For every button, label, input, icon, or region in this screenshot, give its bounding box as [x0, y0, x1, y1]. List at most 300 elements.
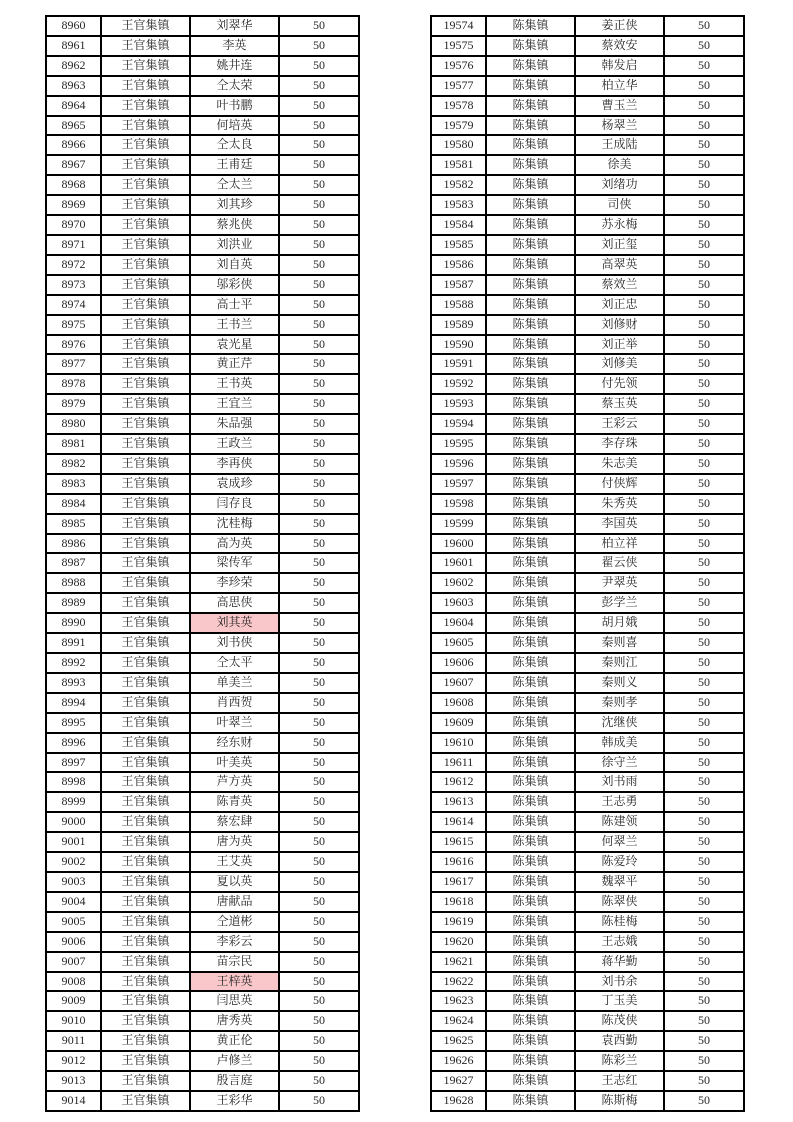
name-cell: 邬彩侠: [190, 275, 279, 295]
town-cell: 陈集镇: [486, 613, 575, 633]
value-cell: 50: [664, 792, 744, 812]
town-cell: 陈集镇: [486, 952, 575, 972]
id-cell: 8963: [46, 76, 101, 96]
id-cell: 19576: [431, 56, 486, 76]
town-cell: 王官集镇: [101, 613, 190, 633]
town-cell: 王官集镇: [101, 932, 190, 952]
table-row: [431, 912, 744, 932]
value-cell: 50: [279, 693, 359, 713]
town-cell: 陈集镇: [486, 76, 575, 96]
id-cell: 19616: [431, 852, 486, 872]
table-row: [46, 534, 359, 554]
table-row: [46, 514, 359, 534]
name-cell: 柏立祥: [575, 534, 664, 554]
table-row: [431, 394, 744, 414]
value-cell: 50: [279, 772, 359, 792]
town-cell: 王官集镇: [101, 693, 190, 713]
id-cell: 8981: [46, 434, 101, 454]
table-row: [46, 135, 359, 155]
value-cell: 50: [664, 474, 744, 494]
table-row: [431, 414, 744, 434]
id-cell: 8994: [46, 693, 101, 713]
town-cell: 陈集镇: [486, 812, 575, 832]
id-cell: 19578: [431, 96, 486, 116]
id-cell: 19582: [431, 175, 486, 195]
table-row: [46, 1071, 359, 1091]
table-row: [46, 155, 359, 175]
name-cell: 刘其珍: [190, 195, 279, 215]
value-cell: 50: [664, 494, 744, 514]
id-cell: 8967: [46, 155, 101, 175]
town-cell: 王官集镇: [101, 96, 190, 116]
id-cell: 9011: [46, 1031, 101, 1051]
table-row: [46, 952, 359, 972]
id-cell: 8999: [46, 792, 101, 812]
id-cell: 8970: [46, 215, 101, 235]
id-cell: 19584: [431, 215, 486, 235]
town-cell: 陈集镇: [486, 215, 575, 235]
town-cell: 王官集镇: [101, 573, 190, 593]
value-cell: 50: [664, 76, 744, 96]
table-row: [431, 1071, 744, 1091]
table-row: [431, 76, 744, 96]
table-row: [46, 56, 359, 76]
value-cell: 50: [279, 155, 359, 175]
right-table: [430, 15, 745, 1112]
table-row: [46, 713, 359, 733]
table-row: [46, 76, 359, 96]
name-cell: 叶书鹏: [190, 96, 279, 116]
value-cell: 50: [279, 335, 359, 355]
name-cell: 唐献品: [190, 892, 279, 912]
table-row: [431, 832, 744, 852]
id-cell: 8990: [46, 613, 101, 633]
name-cell: 陈爱玲: [575, 852, 664, 872]
value-cell: 50: [279, 573, 359, 593]
id-cell: 19600: [431, 534, 486, 554]
id-cell: 9007: [46, 952, 101, 972]
town-cell: 王官集镇: [101, 215, 190, 235]
table-row: [431, 753, 744, 773]
value-cell: 50: [664, 753, 744, 773]
name-cell: 刘修美: [575, 354, 664, 374]
name-cell: 魏翠平: [575, 872, 664, 892]
table-row: [46, 892, 359, 912]
id-cell: 19574: [431, 16, 486, 36]
id-cell: 19607: [431, 673, 486, 693]
table-row: [431, 56, 744, 76]
id-cell: 19615: [431, 832, 486, 852]
name-cell: 柏立华: [575, 76, 664, 96]
name-cell: 王志娥: [575, 932, 664, 952]
name-cell: 刘绪功: [575, 175, 664, 195]
name-cell: 陈茂侠: [575, 1011, 664, 1031]
name-cell: 翟云侠: [575, 553, 664, 573]
name-cell: 陈建领: [575, 812, 664, 832]
town-cell: 陈集镇: [486, 852, 575, 872]
value-cell: 50: [664, 16, 744, 36]
id-cell: 8960: [46, 16, 101, 36]
town-cell: 陈集镇: [486, 653, 575, 673]
table-row: [46, 96, 359, 116]
value-cell: 50: [279, 494, 359, 514]
id-cell: 19588: [431, 295, 486, 315]
table-row: [431, 1011, 744, 1031]
town-cell: 王官集镇: [101, 872, 190, 892]
table-row: [431, 772, 744, 792]
id-cell: 19622: [431, 972, 486, 992]
name-cell: 仝太平: [190, 653, 279, 673]
id-cell: 19577: [431, 76, 486, 96]
id-cell: 19608: [431, 693, 486, 713]
table-row: [431, 315, 744, 335]
name-cell: 卢修兰: [190, 1051, 279, 1071]
value-cell: 50: [664, 573, 744, 593]
town-cell: 陈集镇: [486, 534, 575, 554]
town-cell: 陈集镇: [486, 275, 575, 295]
town-cell: 陈集镇: [486, 135, 575, 155]
town-cell: 陈集镇: [486, 553, 575, 573]
id-cell: 19611: [431, 753, 486, 773]
town-cell: 陈集镇: [486, 295, 575, 315]
value-cell: 50: [279, 1011, 359, 1031]
table-row: [431, 991, 744, 1011]
name-cell: 殷言庭: [190, 1071, 279, 1091]
table-row: [46, 36, 359, 56]
town-cell: 陈集镇: [486, 772, 575, 792]
name-cell: 高思侠: [190, 593, 279, 613]
id-cell: 19592: [431, 374, 486, 394]
name-cell: 刘书余: [575, 972, 664, 992]
value-cell: 50: [664, 36, 744, 56]
town-cell: 陈集镇: [486, 832, 575, 852]
table-row: [46, 255, 359, 275]
id-cell: 19606: [431, 653, 486, 673]
id-cell: 9013: [46, 1071, 101, 1091]
value-cell: 50: [279, 255, 359, 275]
id-cell: 8986: [46, 534, 101, 554]
table-row: [46, 434, 359, 454]
value-cell: 50: [279, 553, 359, 573]
value-cell: 50: [664, 315, 744, 335]
name-cell: 司侠: [575, 195, 664, 215]
value-cell: 50: [664, 275, 744, 295]
town-cell: 王官集镇: [101, 235, 190, 255]
town-cell: 王官集镇: [101, 76, 190, 96]
value-cell: 50: [279, 275, 359, 295]
name-cell: 王梓英: [190, 972, 279, 992]
name-cell: 夏以英: [190, 872, 279, 892]
town-cell: 王官集镇: [101, 295, 190, 315]
name-cell: 闫存良: [190, 494, 279, 514]
name-cell: 陈桂梅: [575, 912, 664, 932]
name-cell: 徐守兰: [575, 753, 664, 773]
table-row: [46, 613, 359, 633]
id-cell: 19621: [431, 952, 486, 972]
table-row: [431, 573, 744, 593]
table-row: [46, 792, 359, 812]
name-cell: 曹玉兰: [575, 96, 664, 116]
name-cell: 秦则喜: [575, 633, 664, 653]
value-cell: 50: [664, 892, 744, 912]
name-cell: 陈斯梅: [575, 1091, 664, 1111]
id-cell: 8989: [46, 593, 101, 613]
value-cell: 50: [279, 673, 359, 693]
id-cell: 8993: [46, 673, 101, 693]
town-cell: 王官集镇: [101, 1071, 190, 1091]
table-row: [46, 275, 359, 295]
table-row: [431, 952, 744, 972]
value-cell: 50: [279, 653, 359, 673]
table-row: [46, 374, 359, 394]
value-cell: 50: [279, 474, 359, 494]
town-cell: 王官集镇: [101, 753, 190, 773]
value-cell: 50: [664, 872, 744, 892]
id-cell: 19599: [431, 514, 486, 534]
value-cell: 50: [664, 1011, 744, 1031]
table-row: [46, 116, 359, 136]
table-row: [46, 653, 359, 673]
town-cell: 王官集镇: [101, 255, 190, 275]
name-cell: 李彩云: [190, 932, 279, 952]
table-row: [431, 494, 744, 514]
table-row: [46, 772, 359, 792]
id-cell: 19617: [431, 872, 486, 892]
name-cell: 唐为英: [190, 832, 279, 852]
name-cell: 王宜兰: [190, 394, 279, 414]
value-cell: 50: [664, 653, 744, 673]
id-cell: 9008: [46, 972, 101, 992]
value-cell: 50: [664, 1071, 744, 1091]
table-row: [46, 414, 359, 434]
id-cell: 8988: [46, 573, 101, 593]
id-cell: 19604: [431, 613, 486, 633]
value-cell: 50: [664, 1091, 744, 1111]
value-cell: 50: [664, 952, 744, 972]
town-cell: 陈集镇: [486, 474, 575, 494]
name-cell: 叶翠兰: [190, 713, 279, 733]
name-cell: 徐美: [575, 155, 664, 175]
town-cell: 王官集镇: [101, 733, 190, 753]
table-row: [46, 753, 359, 773]
table-row: [46, 16, 359, 36]
id-cell: 8971: [46, 235, 101, 255]
value-cell: 50: [664, 335, 744, 355]
name-cell: 高翠英: [575, 255, 664, 275]
table-row: [46, 195, 359, 215]
town-cell: 陈集镇: [486, 414, 575, 434]
table-row: [431, 354, 744, 374]
left-table: [45, 15, 360, 1112]
town-cell: 王官集镇: [101, 673, 190, 693]
table-row: [46, 235, 359, 255]
value-cell: 50: [664, 215, 744, 235]
name-cell: 黄正芹: [190, 354, 279, 374]
town-cell: 陈集镇: [486, 56, 575, 76]
table-row: [46, 832, 359, 852]
town-cell: 陈集镇: [486, 96, 575, 116]
id-cell: 8978: [46, 374, 101, 394]
name-cell: 闫思英: [190, 991, 279, 1011]
id-cell: 8995: [46, 713, 101, 733]
name-cell: 王志勇: [575, 792, 664, 812]
name-cell: 仝太兰: [190, 175, 279, 195]
value-cell: 50: [664, 175, 744, 195]
value-cell: 50: [279, 374, 359, 394]
name-cell: 付先领: [575, 374, 664, 394]
value-cell: 50: [279, 315, 359, 335]
id-cell: 19590: [431, 335, 486, 355]
name-cell: 杨翠兰: [575, 116, 664, 136]
value-cell: 50: [664, 991, 744, 1011]
town-cell: 王官集镇: [101, 892, 190, 912]
town-cell: 陈集镇: [486, 753, 575, 773]
value-cell: 50: [664, 812, 744, 832]
name-cell: 刘正举: [575, 335, 664, 355]
id-cell: 19609: [431, 713, 486, 733]
town-cell: 王官集镇: [101, 414, 190, 434]
value-cell: 50: [664, 932, 744, 952]
town-cell: 陈集镇: [486, 16, 575, 36]
value-cell: 50: [664, 1031, 744, 1051]
table-row: [431, 335, 744, 355]
value-cell: 50: [279, 514, 359, 534]
town-cell: 王官集镇: [101, 1091, 190, 1111]
id-cell: 8996: [46, 733, 101, 753]
name-cell: 仝太良: [190, 135, 279, 155]
id-cell: 19593: [431, 394, 486, 414]
town-cell: 陈集镇: [486, 155, 575, 175]
value-cell: 50: [279, 175, 359, 195]
town-cell: 王官集镇: [101, 374, 190, 394]
table-row: [431, 792, 744, 812]
id-cell: 19613: [431, 792, 486, 812]
town-cell: 陈集镇: [486, 1051, 575, 1071]
name-cell: 沈继侠: [575, 713, 664, 733]
table-row: [431, 713, 744, 733]
value-cell: 50: [279, 832, 359, 852]
town-cell: 王官集镇: [101, 653, 190, 673]
town-cell: 王官集镇: [101, 36, 190, 56]
id-cell: 9006: [46, 932, 101, 952]
town-cell: 陈集镇: [486, 673, 575, 693]
table-row: [46, 295, 359, 315]
table-row: [431, 454, 744, 474]
town-cell: 王官集镇: [101, 1011, 190, 1031]
table-row: [46, 972, 359, 992]
name-cell: 沈桂梅: [190, 514, 279, 534]
town-cell: 王官集镇: [101, 852, 190, 872]
name-cell: 秦则江: [575, 653, 664, 673]
name-cell: 王政兰: [190, 434, 279, 454]
table-row: [46, 1051, 359, 1071]
value-cell: 50: [279, 16, 359, 36]
value-cell: 50: [664, 1051, 744, 1071]
name-cell: 韩成美: [575, 733, 664, 753]
id-cell: 8977: [46, 354, 101, 374]
town-cell: 陈集镇: [486, 633, 575, 653]
table-row: [46, 175, 359, 195]
town-cell: 王官集镇: [101, 135, 190, 155]
name-cell: 刘正忠: [575, 295, 664, 315]
town-cell: 陈集镇: [486, 792, 575, 812]
table-row: [46, 573, 359, 593]
table-row: [46, 693, 359, 713]
town-cell: 陈集镇: [486, 374, 575, 394]
name-cell: 王志红: [575, 1071, 664, 1091]
name-cell: 李国英: [575, 514, 664, 534]
table-row: [431, 613, 744, 633]
id-cell: 19612: [431, 772, 486, 792]
name-cell: 彭学兰: [575, 593, 664, 613]
name-cell: 李珍荣: [190, 573, 279, 593]
id-cell: 8975: [46, 315, 101, 335]
table-row: [431, 155, 744, 175]
value-cell: 50: [279, 96, 359, 116]
table-row: [431, 892, 744, 912]
value-cell: 50: [279, 235, 359, 255]
name-cell: 刘洪业: [190, 235, 279, 255]
name-cell: 姜正侠: [575, 16, 664, 36]
value-cell: 50: [279, 1051, 359, 1071]
name-cell: 黄正伦: [190, 1031, 279, 1051]
id-cell: 9014: [46, 1091, 101, 1111]
town-cell: 陈集镇: [486, 573, 575, 593]
value-cell: 50: [279, 593, 359, 613]
name-cell: 蔡兆侠: [190, 215, 279, 235]
id-cell: 19597: [431, 474, 486, 494]
table-row: [46, 335, 359, 355]
value-cell: 50: [664, 972, 744, 992]
name-cell: 芦方英: [190, 772, 279, 792]
value-cell: 50: [279, 56, 359, 76]
id-cell: 8968: [46, 175, 101, 195]
name-cell: 苗宗民: [190, 952, 279, 972]
table-row: [431, 534, 744, 554]
table-row: [431, 434, 744, 454]
value-cell: 50: [279, 1071, 359, 1091]
town-cell: 王官集镇: [101, 713, 190, 733]
table-row: [431, 36, 744, 56]
value-cell: 50: [664, 116, 744, 136]
town-cell: 陈集镇: [486, 116, 575, 136]
value-cell: 50: [279, 633, 359, 653]
town-cell: 陈集镇: [486, 354, 575, 374]
id-cell: 8979: [46, 394, 101, 414]
id-cell: 9012: [46, 1051, 101, 1071]
value-cell: 50: [664, 96, 744, 116]
town-cell: 王官集镇: [101, 16, 190, 36]
value-cell: 50: [664, 255, 744, 275]
id-cell: 8969: [46, 195, 101, 215]
value-cell: 50: [279, 135, 359, 155]
name-cell: 秦则孝: [575, 693, 664, 713]
town-cell: 陈集镇: [486, 1071, 575, 1091]
table-row: [46, 394, 359, 414]
id-cell: 19585: [431, 235, 486, 255]
table-row: [431, 1031, 744, 1051]
id-cell: 8984: [46, 494, 101, 514]
town-cell: 王官集镇: [101, 454, 190, 474]
id-cell: 8980: [46, 414, 101, 434]
value-cell: 50: [279, 414, 359, 434]
table-row: [46, 733, 359, 753]
value-cell: 50: [664, 912, 744, 932]
id-cell: 19594: [431, 414, 486, 434]
table-row: [46, 1031, 359, 1051]
town-cell: 陈集镇: [486, 195, 575, 215]
value-cell: 50: [664, 155, 744, 175]
